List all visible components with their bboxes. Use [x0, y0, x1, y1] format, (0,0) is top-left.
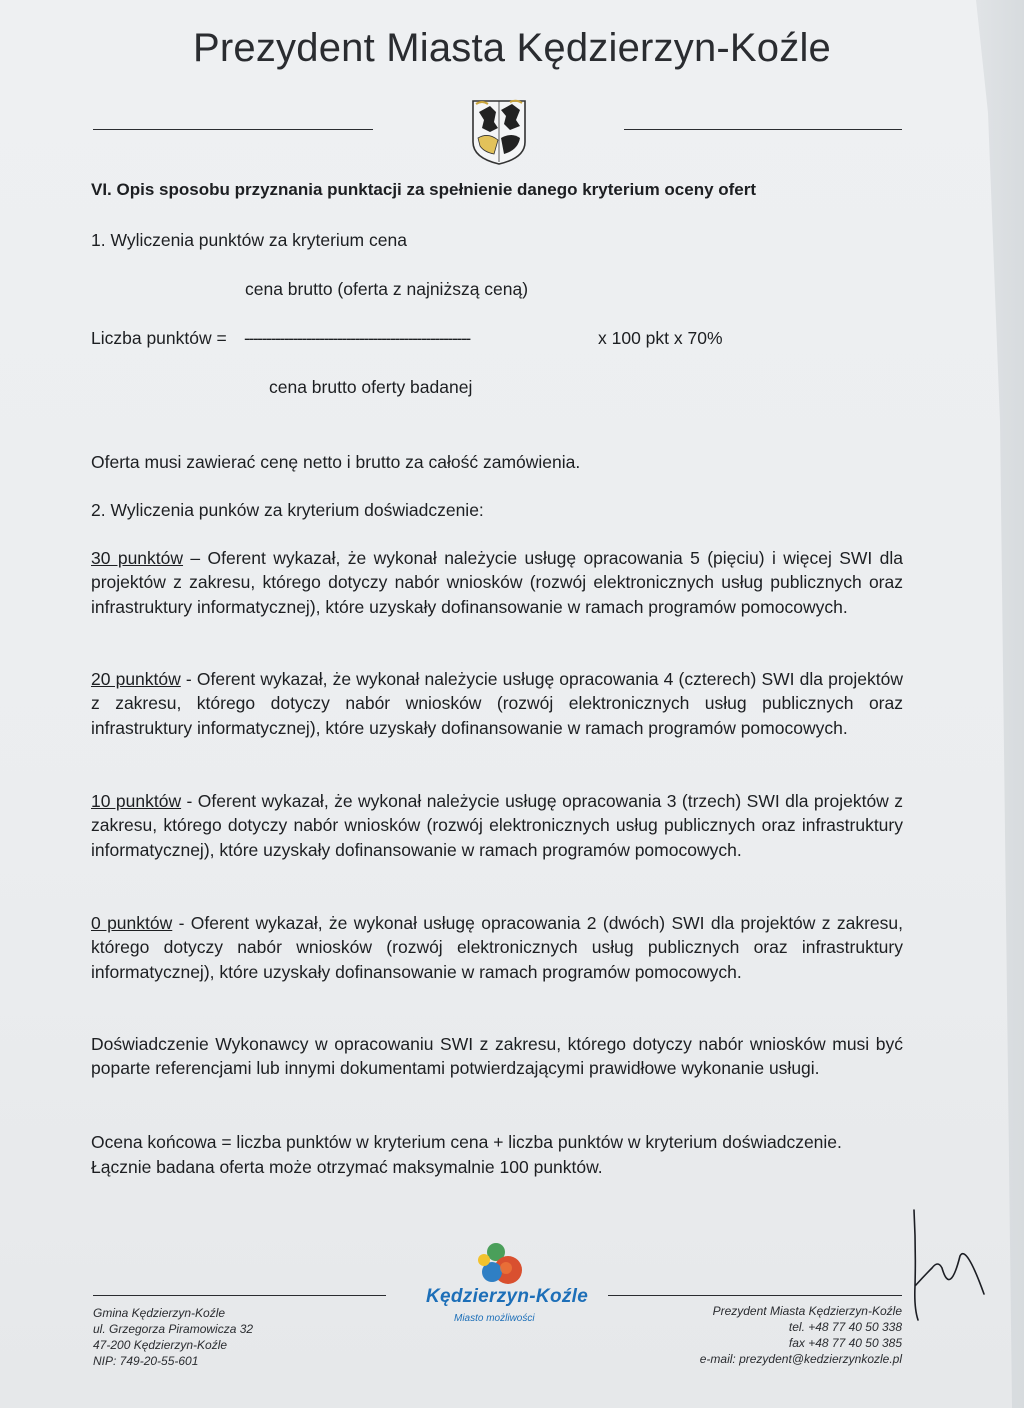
points-label: 20 punktów [91, 669, 181, 689]
city-crest-icon [470, 98, 528, 166]
footer-contact-line: fax +48 77 40 50 385 [788, 1336, 902, 1350]
experience-item-10 [91, 789, 903, 862]
item-description: – Oferent wykazał, że wykonał należycie usługę opracowania 5 (pięciu) i więcej SWI dla projektów z zakresu, którego dotyczy nabór wniosków (rozwój elektronicznych usług publicznych oraz infrastruktury informatycznej), które uzyskały dofinansowanie w ramach programów pomocowych. [91, 548, 903, 617]
price-note: Oferta musi zawierać cenę netto i brutto za całość zamówienia. [91, 452, 581, 472]
formula-denominator: cena brutto oferty badanej [269, 377, 473, 397]
header-rule-right [624, 129, 902, 130]
item-description: - Oferent wykazał, że wykonał należycie usługę opracowania 3 (trzech) SWI dla projektów z zakresu, którego dotyczy nabór wniosków (rozwój elektronicznych usług publicznych oraz infrastruktury informatycznej), które uzyskały dofinansowanie w ramach programów pomocowych. [91, 791, 904, 860]
points-label: 10 punktów [91, 791, 182, 811]
section-heading: VI. Opis sposobu przyznania punktacji za spełnienie danego kryterium oceny ofert [91, 180, 757, 199]
page-title: Prezydent Miasta Kędzierzyn-Koźle [193, 26, 831, 70]
formula-fraction-line: --------------------------------------------------- [244, 328, 470, 348]
experience-item-0 [91, 911, 903, 984]
formula-lhs: Liczba punktów = [91, 328, 227, 348]
footer-address-line: Gmina Kędzierzyn-Koźle [93, 1306, 226, 1320]
formula-multiplier: x 100 pkt x 70% [598, 328, 723, 348]
brand-tagline: Miasto możliwości [454, 1313, 535, 1324]
item-description: - Oferent wykazał, że wykonał należycie usługę opracowania 4 (czterech) SWI dla projektów z zakresu, którego dotyczy nabór wniosków (rozwój elektronicznych usług publicznych oraz infrastruktury informatycznej), które uzyskały dofinansowanie w ramach programów pomocowych. [91, 669, 903, 738]
item-description: - Oferent wykazał, że wykonał usługę opracowania 2 (dwóch) SWI dla projektów z zakresu, którego dotyczy nabór wniosków (rozwój elektronicznych usług publicznych oraz infrastruktury informatycznej), które uzyskały dofinansowanie w ramach programów pomocowych. [91, 913, 903, 982]
price-criterion-title: 1. Wyliczenia punktów za kryterium cena [91, 230, 407, 250]
final-score-line-2: Łącznie badana oferta może otrzymać maksymalnie 100 punktów. [91, 1157, 603, 1177]
experience-criterion-title: 2. Wyliczenia punków za kryterium doświadczenie: [91, 500, 484, 520]
brand-name: Kędzierzyn-Koźle [426, 1286, 589, 1307]
footer-contact-line: e-mail: prezydent@kedzierzynkozle.pl [699, 1352, 902, 1366]
formula-numerator: cena brutto (oferta z najniższą ceną) [245, 279, 529, 299]
footer-address-line: ul. Grzegorza Piramowicza 32 [93, 1322, 254, 1336]
points-label: 30 punktów [91, 548, 184, 568]
footer-rule-right [608, 1295, 902, 1296]
experience-item-30 [91, 546, 903, 619]
points-label: 0 punktów [91, 913, 173, 933]
signature-mark [910, 1208, 990, 1324]
final-score-line-1: Ocena końcowa = liczba punktów w kryterium cena + liczba punktów w kryterium doświadczenie. [91, 1132, 842, 1152]
footer-address-line: NIP: 749-20-55-601 [93, 1354, 199, 1368]
experience-evidence: Doświadczenie Wykonawcy w opracowaniu SWI z zakresu, którego dotyczy nabór wniosków musi być poparte referencjami lub innymi dokumentami potwierdzającymi prawidłowe wykonanie usługi. [91, 1034, 903, 1079]
footer-contact-line: tel. +48 77 40 50 338 [788, 1320, 902, 1334]
footer-contact-line: Prezydent Miasta Kędzierzyn-Koźle [712, 1304, 902, 1318]
footer-address [93, 1305, 253, 1369]
experience-item-20 [91, 667, 903, 740]
footer-address-line: 47-200 Kędzierzyn-Koźle [93, 1338, 228, 1352]
footer-contact [700, 1303, 902, 1367]
footer-rule-left [93, 1295, 386, 1296]
header-rule-left [93, 129, 373, 130]
